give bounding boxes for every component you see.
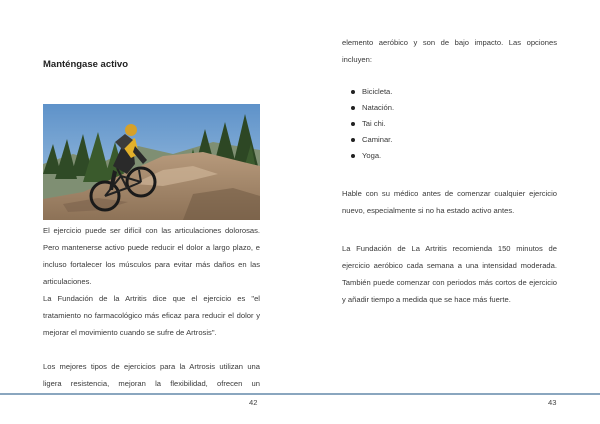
paragraph-doctor-advice: Hable con su médico antes de comenzar cualquier ejercicio nuevo, especialmente si no ha estado activo antes.	[342, 189, 557, 215]
mountain-biker-photo	[43, 104, 260, 220]
section-heading: Manténgase activo	[43, 59, 128, 70]
page-number-left: 42	[249, 398, 258, 407]
paragraph-foundation-recommendation: La Fundación de La Artritis recomienda 150 minutos de ejercicio aeróbico cada semana a una intensidad moderada. También puede comenzar con periodos más cortos de ejercicio y añadir tiempo a medida que se hace más fuerte.	[342, 244, 557, 304]
paragraph-exercise-intro: El ejercicio puede ser difícil con las articulaciones dolorosas. Pero mantenerse activo puede reducir el dolor a largo plazo, e incluso fortalecer los músculos para evitar más daños en las articulaciones.	[43, 226, 260, 286]
list-item: Natación.	[350, 100, 394, 116]
list-item: Bicicleta.	[350, 84, 394, 100]
list-item: Tai chi.	[350, 116, 394, 132]
exercise-options-list	[350, 84, 394, 164]
list-item: Yoga.	[350, 148, 394, 164]
footer-rule	[300, 393, 600, 395]
paragraph-options-intro: elemento aeróbico y son de bajo impacto. Las opciones incluyen:	[342, 38, 557, 64]
paragraph-best-exercises: Los mejores tipos de ejercicios para la Artrosis utilizan una ligera resistencia, mejoran la flexibilidad, ofrecen un	[43, 362, 260, 388]
list-item: Caminar.	[350, 132, 394, 148]
paragraph-foundation-quote: La Fundación de la Artritis dice que el ejercicio es "el tratamiento no farmacológico más eficaz para reducir el dolor y mejorar el movimiento cuando se sufre de Artrosis".	[43, 294, 260, 337]
footer-rule	[0, 393, 300, 395]
page-number-right: 43	[548, 398, 557, 407]
